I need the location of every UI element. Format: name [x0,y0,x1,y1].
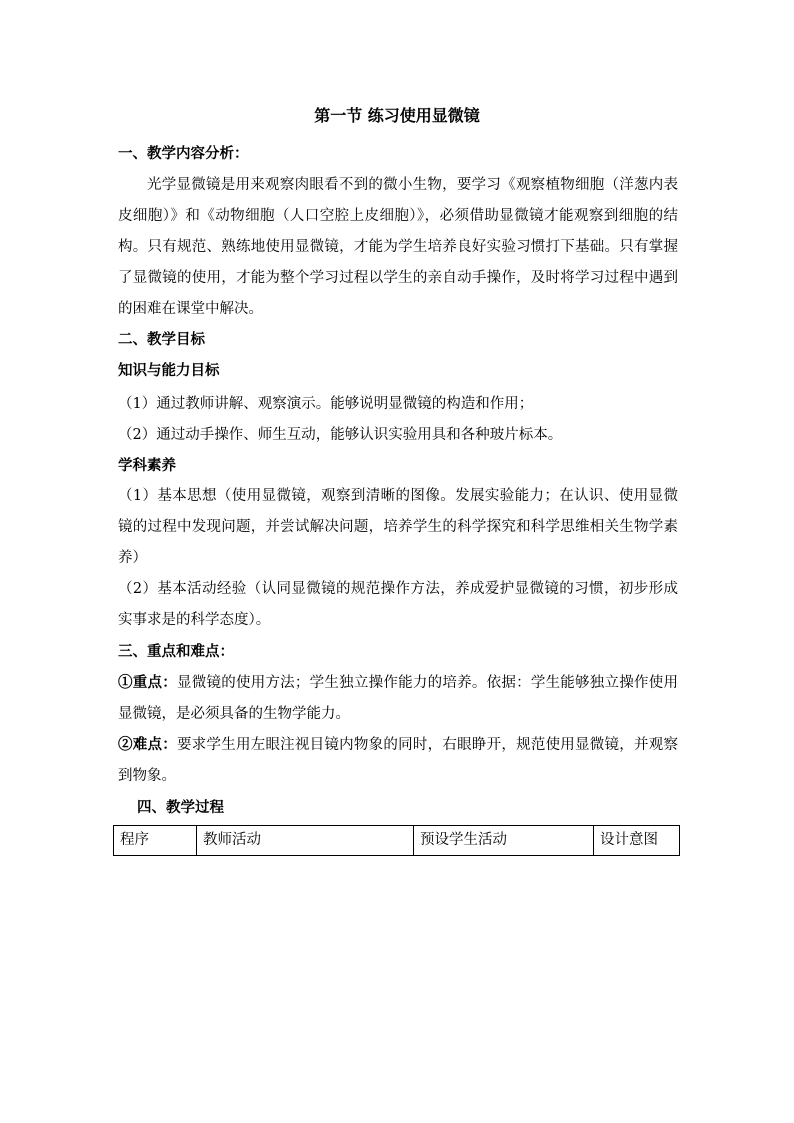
difficulty-paragraph [118,729,678,792]
page-title: 第一节 练习使用显微镜 [314,106,480,125]
section-2-heading: 二、教学目标 [118,331,205,348]
section-1-paragraph: 光学显微镜是用来观察肉眼看不到的微小生物，要学习《观察植物细胞（洋葱内表皮细胞）》和《动物细胞（人口空腔上皮细胞）》，必须借助显微镜才能观察到细胞的结构。只有规范、熟练地使用显微镜，才能为学生培养良好实验习惯打下基础。只有掌握了显微镜的使用，才能为整个学习过程以学生的亲自动手操作，及时将学习过程中遇到的困难在课堂中解决。 [118,177,678,317]
knowledge-ability-goals-heading: 知识与能力目标 [118,362,220,379]
key-point-paragraph [118,667,678,730]
section-1-heading: 一、教学内容分析： [118,145,249,162]
difficulty-label: ②难点： [118,736,177,753]
key-point-text: 显微镜的使用方法；学生独立操作能力的培养。依据：学生能够独立操作使用显微镜，是必须具备的生物学能力。 [118,675,679,722]
section-4-heading: 四、教学过程 [137,799,224,816]
table-header-student-activity: 预设学生活动 [414,826,594,855]
difficulty-text: 要求学生用左眼注视目镜内物象的同时，右眼睁开，规范使用显微镜，并观察到物象。 [118,737,679,784]
section-3-heading: 三、重点和难点： [118,643,234,660]
literacy-item-2: （2）基本活动经验（认同显微镜的规范操作方法，养成爱护显微镜的习惯，初步形成实事求是的科学态度）。 [118,581,678,628]
discipline-literacy-heading: 学科素养 [118,457,176,474]
table-header-procedure: 程序 [114,826,197,855]
goal-item-1: （1）通过教师讲解、观察演示。能够说明显微镜的构造和作用； [118,396,534,412]
table-header-teacher-activity: 教师活动 [197,826,414,855]
teaching-process-table [113,825,680,856]
table-header-design-intent: 设计意图 [600,832,658,848]
key-point-label: ①重点： [118,674,177,691]
literacy-item-1: （1）基本思想（使用显微镜，观察到清晰的图像。发展实验能力；在认识、使用显微镜的过程中发现问题，并尝试解决问题，培养学生的科学探究和科学思维相关生物学素养） [118,488,678,566]
goal-item-2: （2）通过动手操作、师生互动，能够认识实验用具和各种玻片标本。 [118,427,563,443]
